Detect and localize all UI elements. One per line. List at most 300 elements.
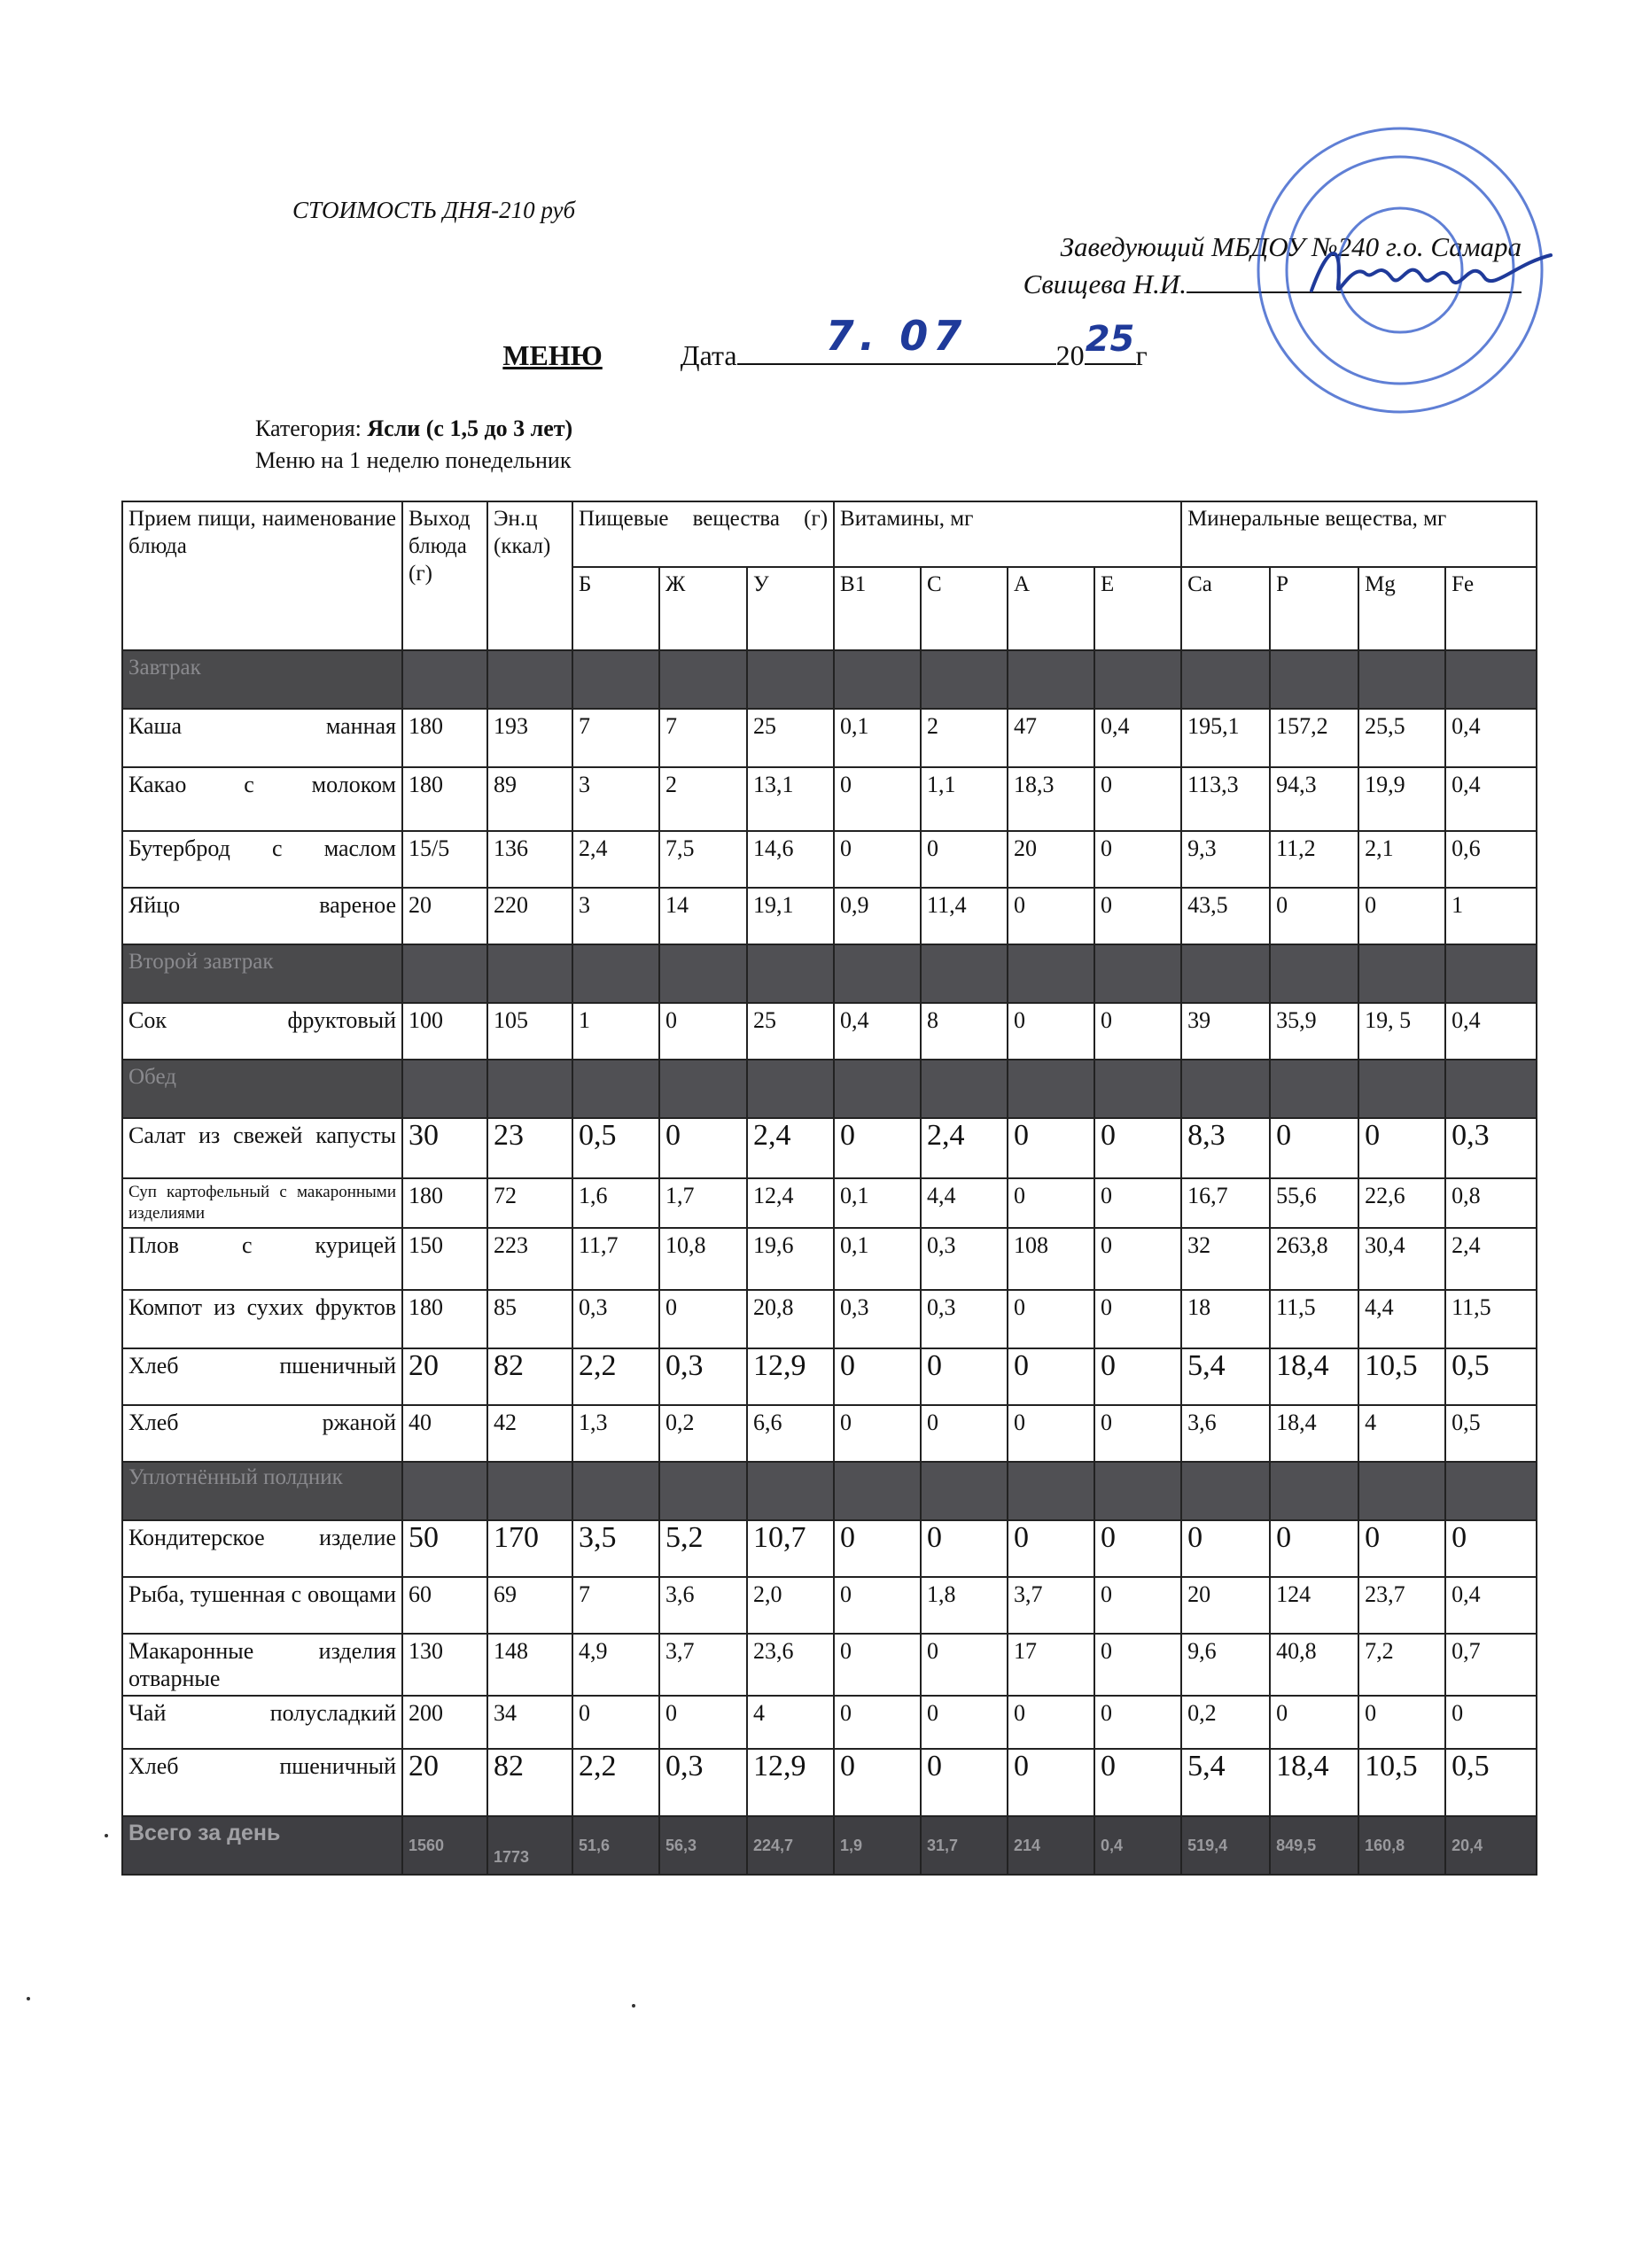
cell-vitamin-c: 4,4: [921, 1178, 1008, 1228]
section-second-breakfast: Второй завтрак: [122, 944, 402, 1003]
cell-vitamin-e: 0: [1094, 1348, 1181, 1405]
cell-b1: 0: [834, 1749, 921, 1816]
cell-protein: 2,2: [572, 1348, 659, 1405]
header-row-1: [122, 501, 1537, 567]
cell-yield: 100: [402, 1003, 487, 1060]
total-yield: 1560: [402, 1816, 487, 1875]
table-row: [122, 1118, 1537, 1178]
cell-vitamin-a: 3,7: [1008, 1577, 1094, 1634]
cell-carbs: 12,9: [747, 1348, 834, 1405]
total-carbs: 224,7: [747, 1816, 834, 1875]
table-row: [122, 767, 1537, 831]
cell-vitamin-c: 0,3: [921, 1228, 1008, 1290]
cell-iron: 0,4: [1445, 709, 1537, 767]
cell-calcium: 18: [1181, 1290, 1270, 1348]
col-energy-header: Эн.ц (ккал): [487, 501, 572, 650]
year-suffix: г: [1135, 339, 1148, 371]
cell-fat: 3,6: [659, 1577, 747, 1634]
cell-iron: 0,7: [1445, 1634, 1537, 1696]
cell-fat: 0,3: [659, 1749, 747, 1816]
cell-magnesium: 7,2: [1358, 1634, 1445, 1696]
cell-magnesium: 2,1: [1358, 831, 1445, 888]
cell-iron: 0,5: [1445, 1749, 1537, 1816]
cell-vitamin-c: 0: [921, 1634, 1008, 1696]
cell-magnesium: 0: [1358, 1118, 1445, 1178]
cell-phosphorus: 0: [1270, 1118, 1358, 1178]
cell-carbs: 4: [747, 1696, 834, 1749]
cell-vitamin-c: 0: [921, 1348, 1008, 1405]
category-label: Категория:: [255, 416, 368, 441]
day-cost: СТОИМОСТЬ ДНЯ-210 руб: [292, 197, 576, 223]
cell-yield: 180: [402, 1178, 487, 1228]
total-label: Всего за день: [122, 1816, 402, 1875]
cell-yield: 50: [402, 1520, 487, 1577]
cell-magnesium: 22,6: [1358, 1178, 1445, 1228]
cell-vitamin-c: 0: [921, 1696, 1008, 1749]
table-row: [122, 1405, 1537, 1462]
cell-calcium: 0: [1181, 1520, 1270, 1577]
cell-dish-name: Плов с курицей: [122, 1228, 402, 1290]
cell-dish-name: Макаронные изделия отварные: [122, 1634, 402, 1696]
cell-calcium: 20: [1181, 1577, 1270, 1634]
cell-fat: 7,5: [659, 831, 747, 888]
cell-dish-name: Рыба, тушенная с овощами: [122, 1577, 402, 1634]
cell-calcium: 5,4: [1181, 1749, 1270, 1816]
cell-dish-name: Бутерброд с маслом: [122, 831, 402, 888]
total-mg: 160,8: [1358, 1816, 1445, 1875]
cell-dish-name: Чай полусладкий: [122, 1696, 402, 1749]
cell-vitamin-e: 0: [1094, 1405, 1181, 1462]
total-energy: 1773: [487, 1816, 572, 1875]
total-protein: 51,6: [572, 1816, 659, 1875]
cell-phosphorus: 94,3: [1270, 767, 1358, 831]
cell-dish-name: Кондитерское изделие: [122, 1520, 402, 1577]
cell-iron: 0,5: [1445, 1348, 1537, 1405]
cell-vitamin-c: 8: [921, 1003, 1008, 1060]
cell-magnesium: 0: [1358, 1520, 1445, 1577]
total-e: 0,4: [1094, 1816, 1181, 1875]
cell-carbs: 10,7: [747, 1520, 834, 1577]
cell-carbs: 12,4: [747, 1178, 834, 1228]
cell-vitamin-c: 11,4: [921, 888, 1008, 944]
table-row: [122, 1696, 1537, 1749]
cell-fat: 0: [659, 1696, 747, 1749]
cell-vitamin-c: 0: [921, 1520, 1008, 1577]
cell-energy: 105: [487, 1003, 572, 1060]
cell-b1: 0,4: [834, 1003, 921, 1060]
cell-calcium: 5,4: [1181, 1348, 1270, 1405]
table-row: [122, 1228, 1537, 1290]
total-p: 849,5: [1270, 1816, 1358, 1875]
category-line: [255, 413, 572, 445]
total-fat: 56,3: [659, 1816, 747, 1875]
cell-vitamin-a: 0: [1008, 1749, 1094, 1816]
cell-vitamin-c: 0: [921, 1405, 1008, 1462]
cell-fat: 5,2: [659, 1520, 747, 1577]
cell-yield: 30: [402, 1118, 487, 1178]
cell-vitamin-c: 1,1: [921, 767, 1008, 831]
cell-protein: 11,7: [572, 1228, 659, 1290]
cell-magnesium: 19, 5: [1358, 1003, 1445, 1060]
cell-energy: 193: [487, 709, 572, 767]
cell-vitamin-a: 0: [1008, 888, 1094, 944]
cell-carbs: 20,8: [747, 1290, 834, 1348]
cell-calcium: 8,3: [1181, 1118, 1270, 1178]
approver-name: Свищева Н.И.: [1023, 268, 1187, 299]
sub-header-ca: Ca: [1181, 567, 1270, 650]
cell-energy: 170: [487, 1520, 572, 1577]
cell-phosphorus: 11,2: [1270, 831, 1358, 888]
total-a: 214: [1008, 1816, 1094, 1875]
cell-phosphorus: 263,8: [1270, 1228, 1358, 1290]
cell-carbs: 19,6: [747, 1228, 834, 1290]
cell-energy: 89: [487, 767, 572, 831]
cell-b1: 0: [834, 1634, 921, 1696]
cell-energy: 72: [487, 1178, 572, 1228]
cell-b1: 0,1: [834, 1228, 921, 1290]
table-row: [122, 709, 1537, 767]
date-label: Дата: [680, 339, 737, 371]
sub-header-protein: Б: [572, 567, 659, 650]
cell-phosphorus: 0: [1270, 888, 1358, 944]
section-row: [122, 1462, 1537, 1520]
cell-vitamin-a: 0: [1008, 1290, 1094, 1348]
cell-vitamin-e: 0: [1094, 1003, 1181, 1060]
cell-dish-name: Компот из сухих фруктов: [122, 1290, 402, 1348]
cell-phosphorus: 55,6: [1270, 1178, 1358, 1228]
cell-calcium: 195,1: [1181, 709, 1270, 767]
cell-calcium: 0,2: [1181, 1696, 1270, 1749]
cell-dish-name: Суп картофельный с макаронными изделиями: [122, 1178, 402, 1228]
cell-vitamin-c: 0: [921, 1749, 1008, 1816]
cell-phosphorus: 124: [1270, 1577, 1358, 1634]
handwritten-signature: [1303, 237, 1560, 308]
section-breakfast: Завтрак: [122, 650, 402, 709]
cell-b1: 0: [834, 1348, 921, 1405]
table-row: [122, 1749, 1537, 1816]
cell-dish-name: Какао с молоком: [122, 767, 402, 831]
total-c: 31,7: [921, 1816, 1008, 1875]
cell-vitamin-e: 0: [1094, 888, 1181, 944]
cell-vitamin-e: 0: [1094, 1228, 1181, 1290]
cell-energy: 220: [487, 888, 572, 944]
cell-phosphorus: 11,5: [1270, 1290, 1358, 1348]
cell-calcium: 32: [1181, 1228, 1270, 1290]
sub-header-fe: Fe: [1445, 567, 1537, 650]
cell-vitamin-a: 20: [1008, 831, 1094, 888]
cell-vitamin-e: 0: [1094, 1749, 1181, 1816]
cell-phosphorus: 157,2: [1270, 709, 1358, 767]
table-row: [122, 1348, 1537, 1405]
cell-magnesium: 4,4: [1358, 1290, 1445, 1348]
cell-phosphorus: 18,4: [1270, 1749, 1358, 1816]
table-row: [122, 831, 1537, 888]
sub-header-a: A: [1008, 567, 1094, 650]
menu-table: [121, 501, 1537, 1876]
vitamins-group-header: Витамины, мг: [834, 501, 1181, 567]
cell-dish-name: Салат из свежей капусты: [122, 1118, 402, 1178]
cell-vitamin-e: 0,4: [1094, 709, 1181, 767]
cell-yield: 180: [402, 1290, 487, 1348]
cell-fat: 3,7: [659, 1634, 747, 1696]
cell-phosphorus: 18,4: [1270, 1405, 1358, 1462]
total-fe: 20,4: [1445, 1816, 1537, 1875]
cell-b1: 0: [834, 1696, 921, 1749]
cell-iron: 0,4: [1445, 767, 1537, 831]
section-row: [122, 1060, 1537, 1118]
cell-magnesium: 0: [1358, 888, 1445, 944]
cell-magnesium: 0: [1358, 1696, 1445, 1749]
cell-magnesium: 25,5: [1358, 709, 1445, 767]
cell-iron: 0,4: [1445, 1577, 1537, 1634]
cell-dish-name: Сок фруктовый: [122, 1003, 402, 1060]
cell-vitamin-a: 0: [1008, 1178, 1094, 1228]
cell-carbs: 19,1: [747, 888, 834, 944]
cell-iron: 0,3: [1445, 1118, 1537, 1178]
cell-protein: 1: [572, 1003, 659, 1060]
minerals-group-header: Минеральные вещества, мг: [1181, 501, 1537, 567]
cell-b1: 0,3: [834, 1290, 921, 1348]
cell-iron: 0,6: [1445, 831, 1537, 888]
cell-protein: 3,5: [572, 1520, 659, 1577]
cell-vitamin-a: 17: [1008, 1634, 1094, 1696]
cell-protein: 4,9: [572, 1634, 659, 1696]
cell-yield: 20: [402, 1749, 487, 1816]
cell-carbs: 23,6: [747, 1634, 834, 1696]
cell-energy: 34: [487, 1696, 572, 1749]
total-row: [122, 1816, 1537, 1875]
cell-protein: 3: [572, 767, 659, 831]
cell-vitamin-c: 0,3: [921, 1290, 1008, 1348]
cell-phosphorus: 18,4: [1270, 1348, 1358, 1405]
cell-carbs: 6,6: [747, 1405, 834, 1462]
year-blank: [1085, 319, 1136, 365]
cell-protein: 2,2: [572, 1749, 659, 1816]
cell-yield: 130: [402, 1634, 487, 1696]
cell-iron: 0,4: [1445, 1003, 1537, 1060]
cell-calcium: 9,6: [1181, 1634, 1270, 1696]
cell-fat: 7: [659, 709, 747, 767]
scan-speck: [632, 2004, 635, 2008]
cell-dish-name: Яйцо вареное: [122, 888, 402, 944]
cell-vitamin-c: 0: [921, 831, 1008, 888]
cell-phosphorus: 40,8: [1270, 1634, 1358, 1696]
cell-b1: 0: [834, 1520, 921, 1577]
cell-protein: 0,3: [572, 1290, 659, 1348]
cell-vitamin-e: 0: [1094, 767, 1181, 831]
date-blank: [737, 312, 1056, 365]
total-b1: 1,9: [834, 1816, 921, 1875]
cell-yield: 20: [402, 1348, 487, 1405]
cell-energy: 69: [487, 1577, 572, 1634]
cell-energy: 148: [487, 1634, 572, 1696]
cell-iron: 1: [1445, 888, 1537, 944]
cell-phosphorus: 35,9: [1270, 1003, 1358, 1060]
cell-yield: 180: [402, 709, 487, 767]
table-row: [122, 1003, 1537, 1060]
cell-magnesium: 10,5: [1358, 1749, 1445, 1816]
cell-iron: 2,4: [1445, 1228, 1537, 1290]
cell-vitamin-c: 2,4: [921, 1118, 1008, 1178]
cell-b1: 0,9: [834, 888, 921, 944]
cell-yield: 15/5: [402, 831, 487, 888]
cell-b1: 0: [834, 1405, 921, 1462]
cell-phosphorus: 0: [1270, 1520, 1358, 1577]
cell-vitamin-e: 0: [1094, 1118, 1181, 1178]
cell-b1: 0: [834, 831, 921, 888]
section-row: [122, 650, 1537, 709]
cell-fat: 14: [659, 888, 747, 944]
cell-vitamin-c: 2: [921, 709, 1008, 767]
sub-header-p: P: [1270, 567, 1358, 650]
sub-header-c: C: [921, 567, 1008, 650]
section-snack: Уплотнённый полдник: [122, 1462, 402, 1520]
cell-energy: 42: [487, 1405, 572, 1462]
cell-magnesium: 30,4: [1358, 1228, 1445, 1290]
handwritten-year: 25: [1085, 319, 1135, 360]
cell-iron: 11,5: [1445, 1290, 1537, 1348]
section-lunch: Обед: [122, 1060, 402, 1118]
cell-vitamin-a: 0: [1008, 1003, 1094, 1060]
cell-magnesium: 23,7: [1358, 1577, 1445, 1634]
signature-stroke: [1311, 253, 1551, 291]
cell-fat: 0: [659, 1118, 747, 1178]
sub-header-b1: B1: [834, 567, 921, 650]
cell-protein: 2,4: [572, 831, 659, 888]
year-prefix: 20: [1055, 339, 1085, 371]
cell-protein: 1,6: [572, 1178, 659, 1228]
cell-carbs: 2,4: [747, 1118, 834, 1178]
cell-vitamin-e: 0: [1094, 1577, 1181, 1634]
category-value: Ясли (с 1,5 до 3 лет): [367, 416, 573, 441]
cell-calcium: 113,3: [1181, 767, 1270, 831]
cell-calcium: 3,6: [1181, 1405, 1270, 1462]
cell-phosphorus: 0: [1270, 1696, 1358, 1749]
cell-magnesium: 19,9: [1358, 767, 1445, 831]
cell-protein: 3: [572, 888, 659, 944]
cell-vitamin-e: 0: [1094, 1634, 1181, 1696]
cell-vitamin-a: 0: [1008, 1118, 1094, 1178]
cell-calcium: 9,3: [1181, 831, 1270, 888]
cell-yield: 180: [402, 767, 487, 831]
cell-b1: 0: [834, 1118, 921, 1178]
cell-magnesium: 10,5: [1358, 1348, 1445, 1405]
cell-protein: 7: [572, 709, 659, 767]
scan-speck: [105, 1834, 108, 1837]
table-row: [122, 1290, 1537, 1348]
cell-vitamin-e: 0: [1094, 1696, 1181, 1749]
cell-vitamin-e: 0: [1094, 1290, 1181, 1348]
cell-dish-name: Хлеб пшеничный: [122, 1749, 402, 1816]
cell-b1: 0,1: [834, 1178, 921, 1228]
week-line: Меню на 1 неделю понедельник: [255, 447, 572, 473]
cell-vitamin-e: 0: [1094, 1178, 1181, 1228]
cell-b1: 0: [834, 1577, 921, 1634]
cell-vitamin-a: 47: [1008, 709, 1094, 767]
cell-energy: 82: [487, 1749, 572, 1816]
table-row: [122, 1577, 1537, 1634]
scan-speck: [27, 1997, 30, 2000]
cell-energy: 23: [487, 1118, 572, 1178]
cell-dish-name: Каша манная: [122, 709, 402, 767]
cell-iron: 0: [1445, 1520, 1537, 1577]
table-row: [122, 1634, 1537, 1696]
cell-carbs: 25: [747, 709, 834, 767]
sub-header-e: E: [1094, 567, 1181, 650]
cell-vitamin-e: 0: [1094, 1520, 1181, 1577]
cell-protein: 1,3: [572, 1405, 659, 1462]
cell-b1: 0: [834, 767, 921, 831]
cell-energy: 223: [487, 1228, 572, 1290]
cell-calcium: 43,5: [1181, 888, 1270, 944]
cell-vitamin-a: 0: [1008, 1405, 1094, 1462]
cell-carbs: 2,0: [747, 1577, 834, 1634]
sub-header-carbs: У: [747, 567, 834, 650]
cell-yield: 40: [402, 1405, 487, 1462]
cell-yield: 20: [402, 888, 487, 944]
cell-iron: 0: [1445, 1696, 1537, 1749]
approver-title: Заведующий МБДОУ №240 г.о. Самара: [1060, 231, 1522, 262]
cell-fat: 0: [659, 1003, 747, 1060]
cell-carbs: 13,1: [747, 767, 834, 831]
cell-vitamin-a: 18,3: [1008, 767, 1094, 831]
table-row: [122, 888, 1537, 944]
cell-fat: 0,3: [659, 1348, 747, 1405]
cell-magnesium: 4: [1358, 1405, 1445, 1462]
cell-fat: 1,7: [659, 1178, 747, 1228]
cell-fat: 2: [659, 767, 747, 831]
col-yield-header: Выход блюда (г): [402, 501, 487, 650]
cell-energy: 136: [487, 831, 572, 888]
section-row: [122, 944, 1537, 1003]
cell-protein: 0,5: [572, 1118, 659, 1178]
cell-fat: 10,8: [659, 1228, 747, 1290]
cell-fat: 0,2: [659, 1405, 747, 1462]
cell-protein: 7: [572, 1577, 659, 1634]
cell-vitamin-a: 0: [1008, 1696, 1094, 1749]
cell-carbs: 14,6: [747, 831, 834, 888]
cell-vitamin-c: 1,8: [921, 1577, 1008, 1634]
cell-energy: 85: [487, 1290, 572, 1348]
cell-yield: 60: [402, 1577, 487, 1634]
cell-dish-name: Хлеб пшеничный: [122, 1348, 402, 1405]
cell-vitamin-a: 0: [1008, 1520, 1094, 1577]
cell-fat: 0: [659, 1290, 747, 1348]
cell-protein: 0: [572, 1696, 659, 1749]
table-row: [122, 1520, 1537, 1577]
cell-yield: 150: [402, 1228, 487, 1290]
cell-iron: 0,8: [1445, 1178, 1537, 1228]
category-block: [255, 413, 572, 477]
cell-b1: 0,1: [834, 709, 921, 767]
cell-carbs: 25: [747, 1003, 834, 1060]
cell-calcium: 16,7: [1181, 1178, 1270, 1228]
nutrients-group-header: Пищевые вещества (г): [572, 501, 834, 567]
cell-carbs: 12,9: [747, 1749, 834, 1816]
cell-vitamin-e: 0: [1094, 831, 1181, 888]
cell-yield: 200: [402, 1696, 487, 1749]
cell-vitamin-a: 0: [1008, 1348, 1094, 1405]
cell-energy: 82: [487, 1348, 572, 1405]
cell-vitamin-a: 108: [1008, 1228, 1094, 1290]
cell-iron: 0,5: [1445, 1405, 1537, 1462]
handwritten-date: 7. 07: [825, 312, 968, 360]
cell-calcium: 39: [1181, 1003, 1270, 1060]
col-meal-header: Прием пищи, наименование блюда: [122, 501, 402, 650]
sub-header-fat: Ж: [659, 567, 747, 650]
table-row: [122, 1178, 1537, 1228]
sub-header-mg: Mg: [1358, 567, 1445, 650]
